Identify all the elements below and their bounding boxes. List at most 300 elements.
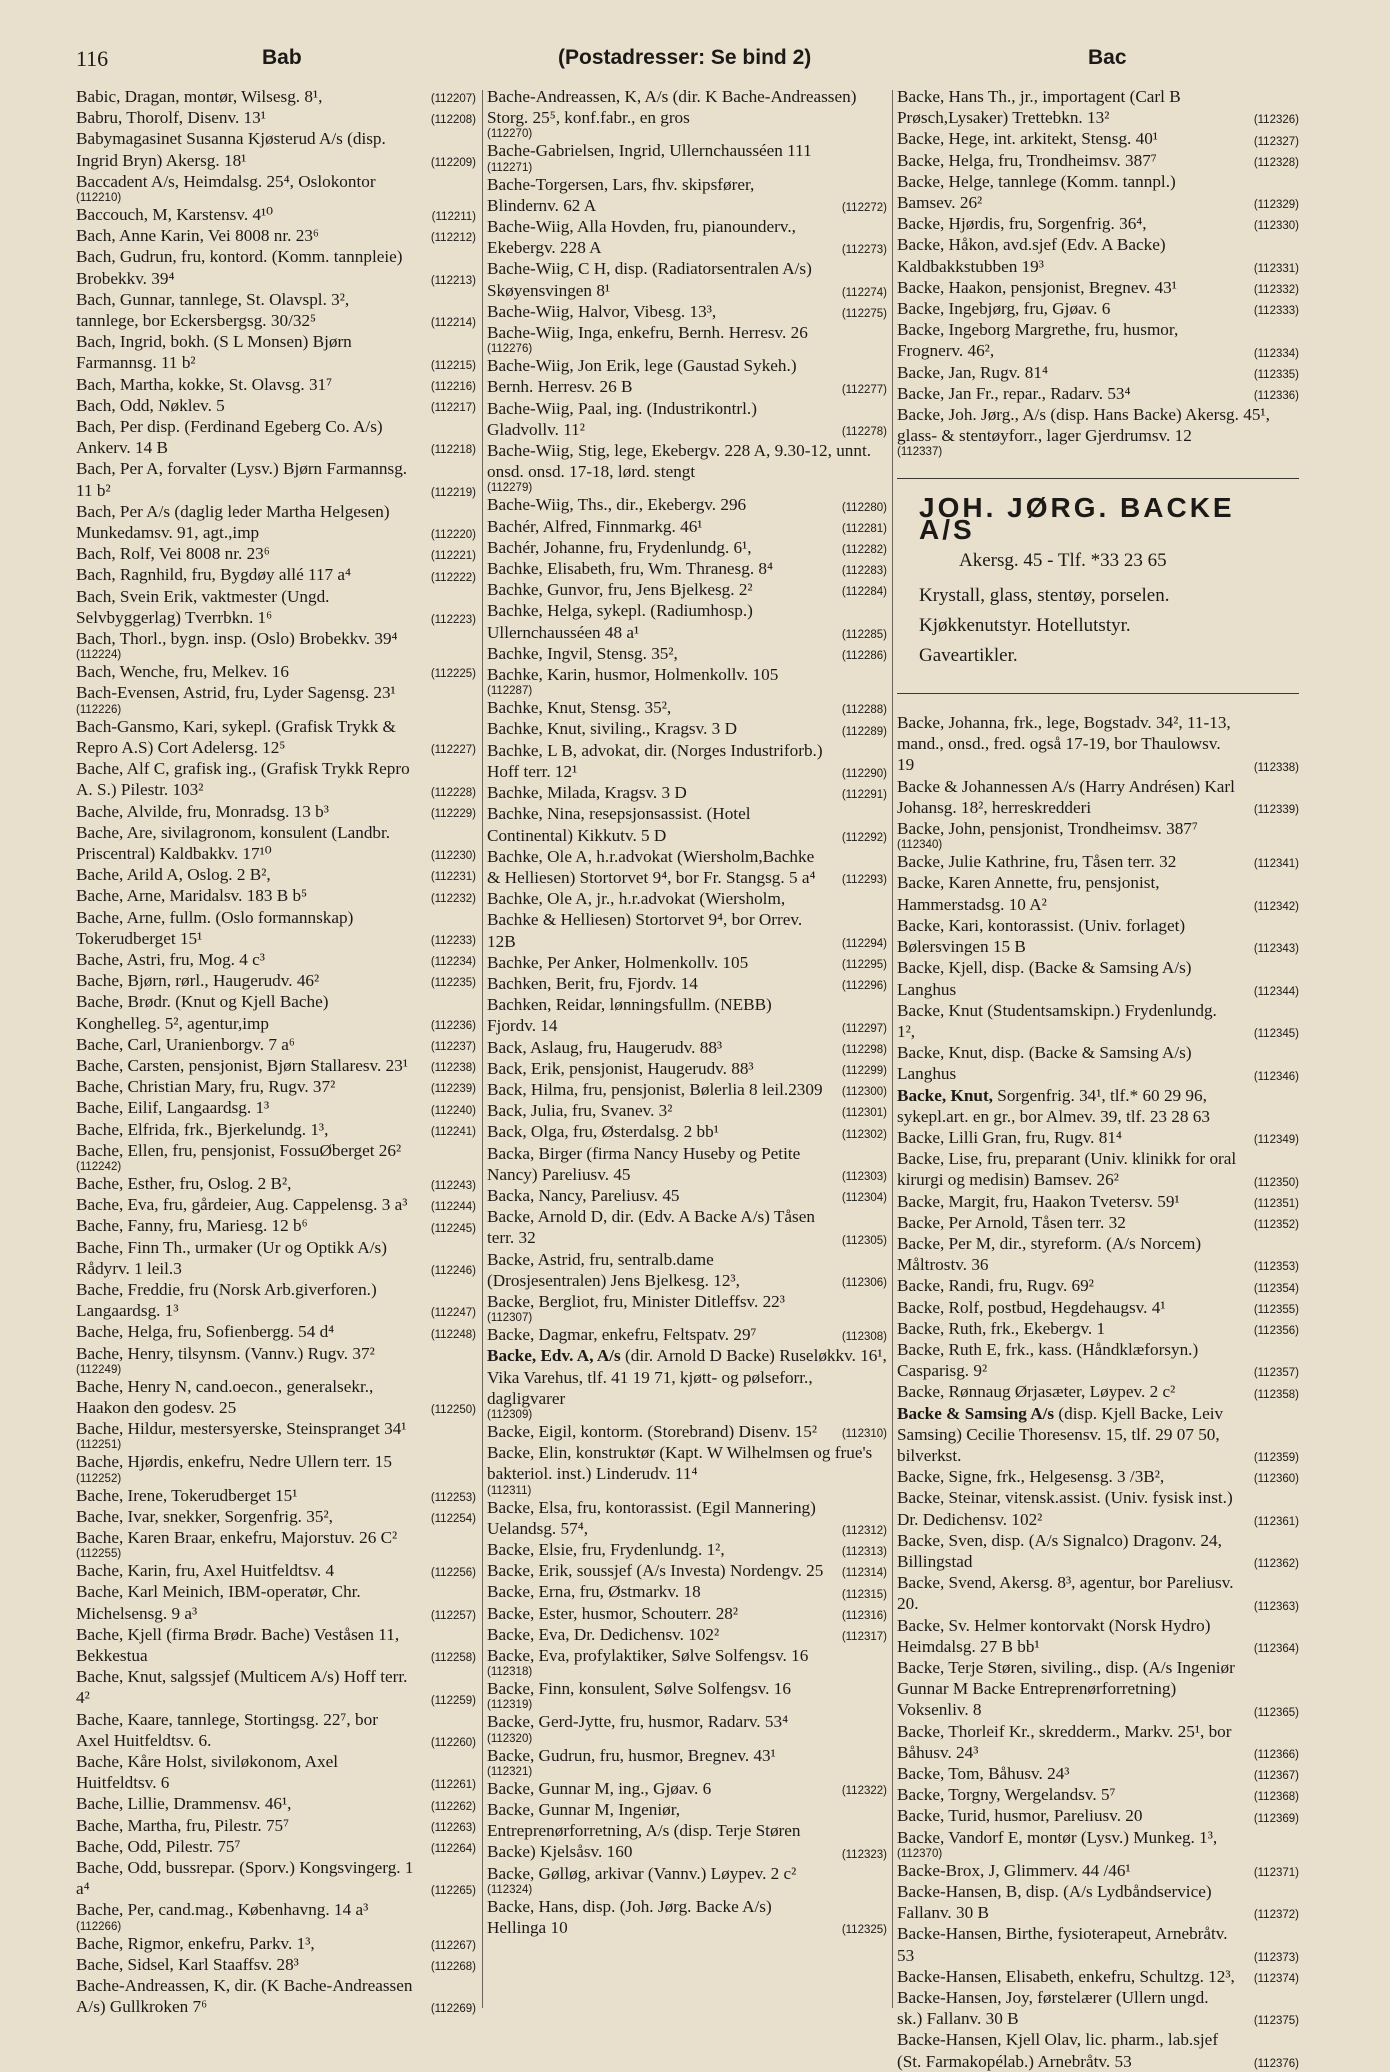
entry-text: Backe, Erik, soussjef (A/s Investa) Nordengv. 25 [487,1561,824,1581]
entry-number: (112218) [430,444,476,457]
directory-entry [76,822,476,864]
directory-entry [897,712,1299,776]
entry-number: (112310) [841,1428,887,1441]
entry-number: (112370) [897,1847,943,1860]
directory-entry [487,1421,887,1442]
entry-number: (112376) [1253,2057,1299,2070]
entry-text: Bache, Freddie, fru (Norsk Arb.giverforen.) Langaardsg. 1³ [76,1279,377,1321]
entry-text: Bache, Kaare, tannlege, Stortingsg. 22⁷, bor Axel Huitfeldtsv. 6. [76,1709,378,1750]
directory-entry [487,140,887,173]
advertisement-heading: JOH. JØRG. BACKE A/S [919,492,1235,545]
entry-text: Backe-Hansen, Elisabeth, enkefru, Schultzg. 12³, [897,1966,1235,1986]
entry-text: Bache, Sidsel, Karl Staaffsv. 28³ [76,1954,299,1974]
entry-number: (112277) [841,383,887,396]
directory-entry [487,1324,887,1345]
entry-text: Backe, Margit, fru, Haakon Tvetersv. 59¹ [897,1191,1180,1211]
directory-entry [897,1297,1299,1318]
entry-number: (112282) [841,544,887,557]
entry-number: (112314) [841,1567,887,1580]
directory-entry [897,362,1299,383]
entry-number: (112223) [430,614,476,627]
entry-text: Backe, Randi, fru, Rugv. 69² [897,1276,1094,1296]
entry-text: Bach, Wenche, fru, Melkev. 16 [76,662,289,682]
directory-entry [897,383,1299,404]
entry-text: Backe, Håkon, avd.sjef (Edv. A Backe) Kaldbakkstubben 19³ [897,235,1166,276]
directory-entry [76,1527,476,1560]
directory-entry [76,1215,476,1236]
entry-number: (112358) [1253,1388,1299,1401]
entry-number: (112364) [1253,1643,1299,1655]
directory-entry [897,277,1299,298]
directory-entry [487,697,887,718]
entry-number: (112247) [430,1307,476,1320]
directory-entry [487,1624,887,1645]
entry-number: (112278) [841,426,887,439]
entry-text: Bache, Henry N, cand.oecon., generalsekr., Haakon den godesv. 25 [76,1376,374,1417]
directory-entry [76,1506,476,1527]
directory-entry [76,246,476,288]
entry-text: Bache, Alf C, grafisk ing., (Grafisk Trykk Repro A. S.) Pilestr. 103² [76,759,410,800]
entry-number: (112294) [841,937,887,950]
entry-number: (112334) [1253,347,1299,360]
entry-text: Bache, Karin, fru, Axel Huitfeldtsv. 4 [76,1561,335,1581]
entry-number: (112234) [430,956,476,969]
entry-number: (112298) [841,1043,887,1056]
entry-number: (112252) [76,1472,122,1485]
entry-number: (112238) [430,1062,476,1075]
directory-entry [76,564,476,585]
entry-text: Bach, Thorl., bygn. insp. (Oslo) Brobekkv. 39⁴ [76,629,398,649]
directory-entry [897,171,1299,213]
entry-number: (112231) [430,871,476,884]
directory-entry [76,1343,476,1376]
directory-entry [897,957,1299,999]
directory-entry [487,1863,887,1896]
directory-entry [76,1097,476,1118]
directory-entry [487,1291,887,1324]
entry-text: Backe, Gudrun, fru, husmor, Bregnev. 43¹ [487,1745,776,1765]
entry-number: (112325) [841,1924,887,1937]
entry-number: (112305) [841,1234,887,1247]
entry-number: (112304) [841,1192,887,1205]
entry-number: (112256) [430,1567,476,1580]
directory-entry [897,1191,1299,1212]
directory-entry [487,1121,887,1142]
entry-number: (112228) [430,786,476,799]
entry-number: (112275) [841,308,887,321]
entry-text: Backe-Hansen, Joy, førstelærer (Ullern ungd. sk.) Fallanv. 30 B [897,1988,1209,2029]
entry-text: Backe-Brox, J, Glimmerv. 44 /46¹ [897,1860,1131,1880]
entry-number: (112329) [1253,199,1299,212]
directory-entry [487,1539,887,1560]
directory-entry [897,234,1299,276]
entry-text: Backe, Hans Th., jr., importagent (Carl B Prøsch,Lysaker) Trettebkn. 13² [897,87,1181,128]
directory-entry [76,1076,476,1097]
entry-number: (112368) [1253,1791,1299,1804]
directory-entry [897,1657,1299,1721]
entry-number: (112289) [841,725,887,738]
directory-entry [76,628,476,661]
entry-text: Babic, Dragan, montør, Wilsesg. 8¹, [76,87,323,106]
directory-entry [487,1058,887,1079]
column-1 [76,86,476,2017]
entry-text: Back, Olga, fru, Østerdalsg. 2 bb¹ [487,1122,719,1142]
entry-text: Bach, Svein Erik, vaktmester (Ungd. Selvbyggerlag) Tverrbkn. 1⁶ [76,586,330,627]
entry-rest: (dir. Arnold D Backe) Ruseløkkv. 16¹, Vika Varehus, tlf. 41 19 71, kjøtt- og pølseforr., dagligvarer [487,1346,887,1408]
directory-entry [487,1143,887,1185]
entry-text: Backe, Gunnar M, Ingeniør, Entreprenørforretning, A/s (disp. Terje Støren Backe) Kjelsåsv. 160 [487,1800,801,1862]
entry-text: Bache, Fanny, fru, Mariesg. 12 b⁶ [76,1216,308,1236]
entry-number: (112316) [841,1609,887,1622]
entry-number: (112369) [1253,1812,1299,1825]
entry-number: (112254) [430,1513,476,1525]
entry-text: Backe, Astrid, fru, sentralb.dame (Drosjesentralen) Jens Bjelkesg. 12³, [487,1249,740,1290]
entry-number: (112276) [487,343,533,356]
directory-entry [487,846,887,888]
directory-entry [76,1815,476,1836]
directory-entry [76,1954,476,1975]
directory-entry [897,1721,1299,1763]
entry-number: (112354) [1253,1282,1299,1295]
entry-text: Bachke, Helga, sykepl. (Radiumhosp.) Ullernchausséen 48 a¹ [487,601,753,642]
entry-number: (112240) [430,1104,476,1117]
directory-entry [76,1034,476,1055]
entry-text: Backe, Karen Annette, fru, pensjonist, Hammerstadsg. 10 A² [897,873,1160,914]
directory-entry [897,1615,1299,1657]
directory-entry [76,1376,476,1418]
entry-text: Bachke, Karin, husmor, Holmenkollv. 105 [487,665,779,685]
entry-bold-name: Backe, Knut, [897,1085,993,1105]
directory-entry [487,1442,887,1496]
entry-number: (112339) [1253,804,1299,817]
directory-entry [487,86,887,140]
entry-number: (112229) [430,807,476,820]
entry-text: Bache, Kjell (firma Brødr. Bache) Veståsen 11, Bekkestua [76,1624,400,1666]
advertisement-line: Krystall, glass, stentøy, porselen. [919,585,1170,607]
entry-text [897,1403,1237,1467]
entry-number: (112372) [1253,1909,1299,1922]
entry-number: (112320) [487,1732,533,1745]
entry-text: Backe, Ruth, frk., Ekebergv. 1 [897,1318,1106,1338]
directory-entry [897,872,1299,914]
entry-text: Backe, Elin, konstruktør (Kapt. W Wilhelmsen og frue's bakteriol. inst.) Linderudv. 11⁴ [487,1443,873,1484]
entry-text: Backe, Per Arnold, Tåsen terr. 32 [897,1212,1126,1232]
entry-text: Bache-Gabrielsen, Ingrid, Ullernchausséen 111 [487,141,812,161]
directory-entry [76,107,476,128]
directory-entry [487,537,887,558]
entry-text: Bache, Odd, Pilestr. 75⁷ [76,1836,241,1856]
directory-entry [487,1778,887,1799]
entry-text: Bachke, Ole A, h.r.advokat (Wiersholm,Bachke & Helliesen) Stortorvet 9⁴, bor Fr. Stangsg. 5 a⁴ [487,846,816,887]
entry-number: (112221) [430,550,476,563]
entry-number: (112312) [841,1525,887,1537]
entry-number: (112356) [1253,1324,1299,1337]
directory-entry [897,1966,1299,1987]
entry-text: Bache, Martha, fru, Pilestr. 75⁷ [76,1815,290,1835]
entry-number: (112214) [430,317,476,330]
directory-entry [76,1793,476,1814]
entry-text: Backe, Ester, husmor, Schouterr. 28² [487,1603,739,1623]
directory-entry [487,973,887,994]
entry-text: Bache, Henry, tilsynsm. (Vannv.) Rugv. 37² [76,1343,375,1363]
left-guide-word: Bab [262,46,302,69]
entry-text: Backe, Kari, kontorassist. (Univ. forlaget) Bølersvingen 15 B [897,915,1186,957]
entry-text: Bache, Astri, fru, Mog. 4 c³ [76,949,265,969]
entry-number: (112352) [1253,1218,1299,1231]
entry-text: Backe, Haakon, pensjonist, Bregnev. 43¹ [897,277,1177,297]
entry-text: Bache-Wiig, C H, disp. (Radiatorsentralen A/s) Skøyensvingen 8¹ [487,259,812,300]
directory-entry [76,864,476,885]
entry-number: (112307) [487,1312,533,1325]
directory-entry [76,1857,476,1899]
directory-entry [76,543,476,564]
entry-text: Backe, Gølløg, arkivar (Vannv.) Løypev. 2 c² [487,1863,797,1883]
entry-number: (112263) [430,1821,476,1834]
directory-entry [487,494,887,515]
entry-number: (112331) [1253,262,1299,275]
directory-entry [487,258,887,300]
directory-entry [76,801,476,822]
directory-entry [897,1148,1299,1190]
right-guide-word: Bac [1088,46,1127,69]
directory-entry [76,225,476,246]
entry-text: Backe, Eva, Dr. Dedichensv. 102² [487,1624,720,1644]
directory-entry [487,1345,887,1421]
entry-number: (112215) [430,359,476,372]
entry-number: (112227) [430,744,476,757]
entry-number: (112292) [841,831,887,844]
entry-number: (112291) [841,789,887,802]
directory-entry [76,682,476,715]
entry-text [487,1345,887,1409]
directory-entry [487,355,887,397]
entry-number: (112343) [1253,943,1299,956]
column-divider [892,90,893,2008]
entry-text: Bachke, Nina, resepsjonsassist. (Hotel Continental) Kikkutv. 5 D [487,804,751,845]
entry-text: Bache, Per, cand.mag., Københavng. 14 a³ [76,1900,369,1920]
entry-text: Backe, Julie Kathrine, fru, Tåsen terr. 32 [897,852,1177,872]
entry-text: Bache, Rigmor, enkefru, Parkv. 1³, [76,1933,315,1953]
entry-number: (112246) [430,1264,476,1277]
directory-entry [897,86,1299,128]
entry-number: (112373) [1253,1951,1299,1964]
entry-number: (112302) [841,1128,887,1141]
entry-number: (112315) [841,1588,887,1601]
directory-entry [76,970,476,991]
directory-entry [897,1127,1299,1148]
directory-entry [76,331,476,373]
directory-entry [76,416,476,458]
entry-text: Back, Julia, fru, Svanev. 3² [487,1101,673,1121]
entry-number: (112244) [430,1201,476,1214]
entry-number: (112346) [1253,1070,1299,1083]
entry-number: (112272) [841,202,887,215]
entry-text: Bachken, Berit, fru, Fjordv. 14 [487,973,698,993]
entry-number: (112250) [430,1404,476,1417]
entry-number: (112220) [430,529,476,542]
directory-entry [897,1275,1299,1296]
entry-text: Backe, Lilli Gran, fru, Rugv. 81⁴ [897,1127,1122,1147]
entry-text: Backe, Arnold D, dir. (Edv. A Backe A/s) Tåsen terr. 32 [487,1207,815,1248]
entry-text: Bach-Evensen, Astrid, fru, Lyder Sagensg. 23¹ [76,683,396,703]
entry-text: Backe, Ingebjørg, fru, Gjøav. 6 [897,299,1111,319]
entry-number: (112342) [1253,900,1299,913]
entry-number: (112371) [1253,1867,1299,1880]
entry-number: (112226) [76,703,122,716]
entry-text: Backe, Ruth E, frk., kass. (Håndklæforsyn.) Casparisg. 9² [897,1339,1199,1381]
entry-text: Back, Aslaug, fru, Haugerudv. 88³ [487,1037,723,1057]
directory-entry [487,216,887,258]
entry-number: (112224) [76,649,122,662]
entry-text: Bach, Martha, kokke, St. Olavsg. 31⁷ [76,374,333,394]
directory-entry [897,776,1299,818]
entry-text: Backe, Eva, profylaktiker, Sølve Solfengsv. 16 [487,1646,809,1666]
directory-entry [76,1418,476,1451]
entry-number: (112213) [430,274,476,287]
entry-number: (112296) [841,980,887,993]
entry-number: (112295) [841,958,887,971]
directory-entry [897,915,1299,957]
entry-text: Bache, Lillie, Drammensv. 46¹, [76,1794,292,1814]
directory-entry [76,86,476,107]
directory-entry [76,1933,476,1954]
header-note: (Postadresser: Se bind 2) [558,46,812,69]
directory-entry [487,1581,887,1602]
directory-entry [76,758,476,800]
entry-number: (112209) [430,156,476,169]
entry-number: (112270) [487,128,533,141]
entry-number: (112284) [841,586,887,599]
entry-number: (112237) [430,1040,476,1053]
entry-text: Bache-Wiig, Stig, lege, Ekebergv. 228 A, 9.30-12, unnt. onsd. onsd. 17-18, lørd. stengt [487,441,872,482]
entry-text: Bach, Per A/s (daglig leder Martha Helgesen) Munkedamsv. 91, agt.,imp [76,501,390,543]
entry-text: Bache, Carsten, pensjonist, Bjørn Stallaresv. 23¹ [76,1055,408,1075]
advertisement-box [897,478,1299,694]
directory-entry [76,1560,476,1581]
directory-entry [897,298,1299,319]
entry-number: (112280) [841,501,887,514]
entry-text: Bache-Wiig, Jon Erik, lege (Gaustad Sykeh.) Bernh. Herresv. 26 B [487,356,797,397]
entry-number: (112286) [841,650,887,663]
directory-entry [76,1581,476,1623]
entry-text: Bache, Alvilde, fru, Monradsg. 13 b³ [76,801,329,821]
entry-number: (112301) [841,1107,887,1120]
entry-text: Backe, Hans, disp. (Joh. Jørg. Backe A/s) Hellinga 10 [487,1896,772,1938]
directory-entry [76,586,476,628]
entry-text: Bachke, Ingvil, Stensg. 35², [487,643,678,663]
entry-number: (112355) [1253,1303,1299,1316]
entry-number: (112323) [841,1848,887,1861]
directory-entry [897,1784,1299,1805]
entry-text: Backe, Ingeborg Margrethe, fru, husmor, Frognerv. 46², [897,320,1179,361]
directory-entry [76,501,476,543]
directory-entry [897,818,1299,851]
directory-entry [897,1339,1299,1381]
entry-number: (112375) [1253,2015,1299,2028]
entry-text: Backa, Birger (firma Nancy Huseby og Petite Nancy) Pareliusv. 45 [487,1143,801,1184]
entry-text [897,1085,1237,1127]
entry-text: Backe, Joh. Jørg., A/s (disp. Hans Backe) Akersg. 45¹, glass- & stentøyforr., lager Gjerdrumsv. 12 [897,405,1270,446]
entry-text: Backe, Bergliot, fru, Minister Ditleffsv. 22³ [487,1291,785,1311]
entry-number: (112317) [841,1631,887,1644]
directory-entry [76,991,476,1033]
entry-number: (112297) [841,1022,887,1035]
entry-number: (112335) [1253,368,1299,381]
entry-text: Backe, Eigil, kontorm. (Storebrand) Disenv. 15² [487,1421,818,1441]
entry-text: Backe, Terje Støren, siviling., disp. (A/s Ingeniør Gunnar M Backe Entreprenørforretning) Voksenliv. 8 [897,1658,1235,1720]
entry-text: Backe, Gunnar M, ing., Gjøav. 6 [487,1778,712,1798]
directory-entry [76,1899,476,1932]
directory-entry [76,204,476,225]
entry-number: (112235) [430,977,476,990]
entry-text: Backe, Kjell, disp. (Backe & Samsing A/s) Langhus [897,958,1192,999]
directory-entry [487,1645,887,1678]
entry-number: (112359) [1253,1452,1299,1465]
entry-number: (112219) [430,486,476,499]
entry-text: Backe, Steinar, vitensk.assist. (Univ. fysisk inst.) Dr. Dedichensv. 102² [897,1488,1233,1529]
directory-entry [487,398,887,440]
directory-entry [897,1318,1299,1339]
entry-number: (112344) [1253,985,1299,998]
entry-number: (112367) [1253,1770,1299,1783]
entry-number: (112268) [430,1961,476,1974]
entry-number: (112300) [841,1086,887,1099]
directory-entry [487,888,887,952]
entry-text: Backe, Svend, Akersg. 8³, agentur, bor Pareliusv. 20. [897,1573,1234,1614]
entry-text: Bachér, Johanne, fru, Frydenlundg. 6¹, [487,537,752,557]
entry-number: (112322) [841,1785,887,1798]
entry-number: (112259) [430,1694,476,1707]
directory-entry [487,1206,887,1248]
column-3-top-entries [897,86,1299,458]
entry-text: Backe, Elsa, fru, kontorassist. (Egil Mannering) Uelandsg. 57⁴, [487,1497,816,1538]
entry-text: Bache, Ellen, fru, pensjonist, FossuØberget 26² [76,1140,402,1160]
directory-entry [897,1487,1299,1529]
entry-text: Bache, Eva, fru, gårdeier, Aug. Cappelensg. 3 a³ [76,1195,408,1215]
entry-rest: (disp. Kjell Backe, Leiv Samsing) Cecilie Thoresensv. 15, tlf. 29 07 50, bilverkst. [897,1403,1224,1465]
entry-text: Bach, Ragnhild, fru, Bygdøy allé 117 a⁴ [76,565,352,585]
directory-entry [487,1037,887,1058]
entry-number: (112262) [430,1800,476,1813]
directory-entry [487,558,887,579]
entry-number: (112365) [1253,1706,1299,1719]
entry-text: Bache-Andreassen, K, A/s (dir. K Bache-Andreassen) Storg. 25⁵, konf.fabr., en gros [487,87,857,128]
column-divider [482,90,483,2008]
directory-entry [897,1042,1299,1084]
entry-number: (112321) [487,1765,533,1778]
directory-entry [76,1055,476,1076]
directory-entry [76,1485,476,1506]
entry-number: (112332) [1253,284,1299,297]
entry-text: Backe, Turid, husmor, Pareliusv. 20 [897,1806,1143,1826]
directory-entry [76,171,476,204]
entry-text: Backe, Dagmar, enkefru, Feltspatv. 29⁷ [487,1325,757,1345]
entry-number: (112311) [487,1484,532,1497]
entry-number: (112350) [1253,1176,1299,1189]
entry-text: Backe, Rolf, postbud, Hegdehaugsv. 4¹ [897,1297,1166,1317]
directory-entry [897,1987,1299,2029]
entry-text: Bache, Hildur, mestersyerske, Steinspranget 34¹ [76,1419,407,1439]
entry-number: (112264) [430,1843,476,1856]
entry-text: Bache, Arne, fullm. (Oslo formannskap) Tokerudberget 15¹ [76,907,354,948]
entry-number: (112330) [1253,220,1299,233]
directory-entry [897,1923,1299,1965]
entry-number: (112336) [1253,390,1299,403]
directory-entry [487,1745,887,1778]
entry-text: Backe, Tom, Båhusv. 24³ [897,1764,1070,1784]
entry-number: (112266) [76,1920,122,1933]
page-header [76,46,1326,76]
